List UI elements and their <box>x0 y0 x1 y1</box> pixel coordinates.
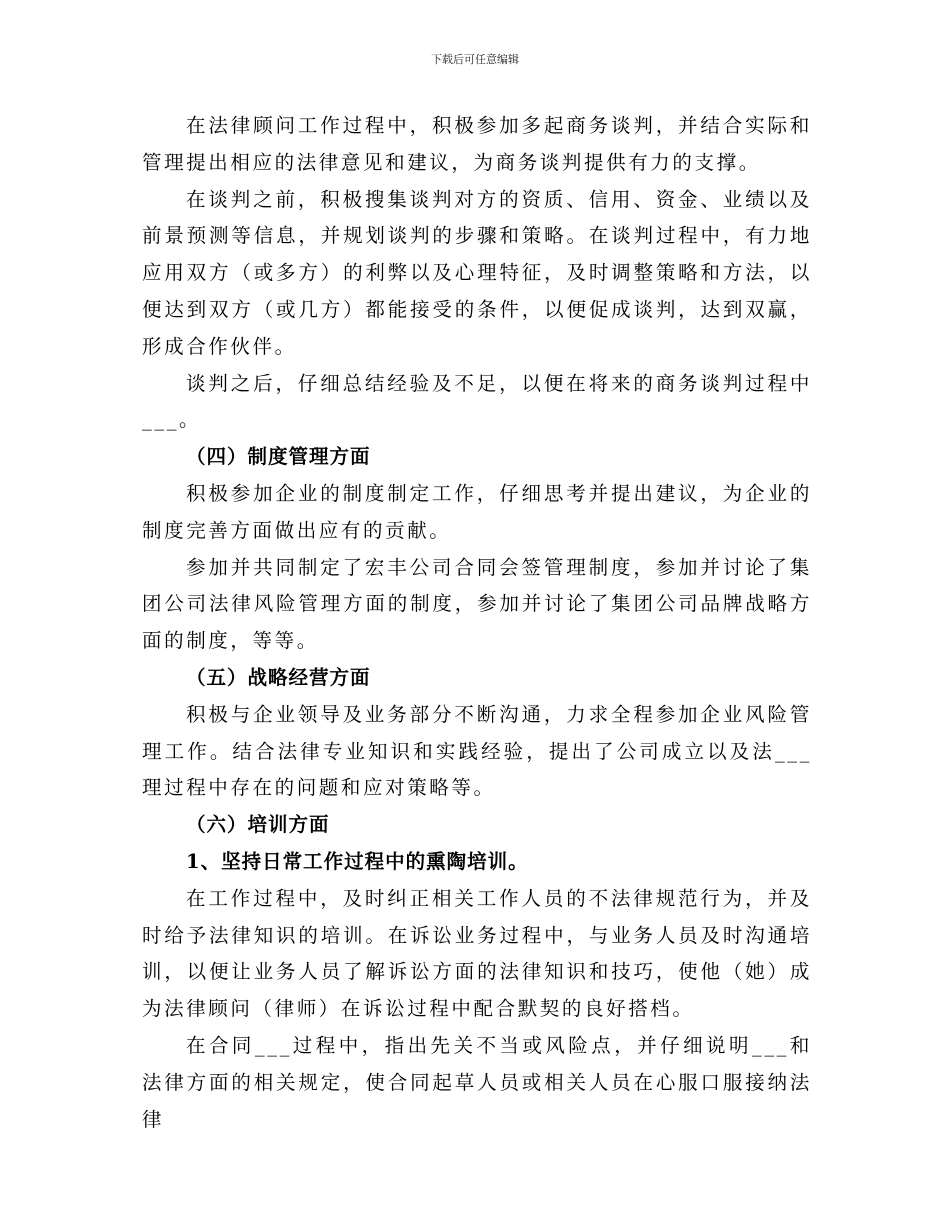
paragraph: 在谈判之前，积极搜集谈判对方的资质、信用、资金、业绩以及前景预测等信息，并规划谈判的步骤和策略。在谈判过程中，有力地应用双方（或多方）的利弊以及心理特征，及时调整策略和方法，以便达到双方（或几方）都能接受的条件，以便促成谈判，达到双赢，形成合作伙伴。 <box>142 187 812 358</box>
paragraph: 积极参加企业的制度制定工作，仔细思考并提出建议，为企业的制度完善方面做出应有的贡献。 <box>142 481 812 542</box>
document-body <box>142 108 812 1138</box>
section-heading: （五）战略经营方面 <box>186 665 371 689</box>
page-header: 下载后可任意编辑 <box>431 53 519 66</box>
paragraph: 积极与企业领导及业务部分不断沟通，力求全程参加企业风险管理工作。结合法律专业知识和实践经验，提出了公司成立以及法___理过程中存在的问题和应对策略等。 <box>142 702 812 800</box>
paragraph: 在合同___过程中，指出先关不当或风险点，并仔细说明___和法律方面的相关规定，使合同起草人员或相关人员在心服口服接纳法律 <box>142 1033 812 1131</box>
paragraph: 在工作过程中，及时纠正相关工作人员的不法律规范行为，并及时给予法律知识的培训。在诉讼业务过程中，与业务人员及时沟通培训，以便让业务人员了解诉讼方面的法律知识和技巧，使他（她）成为法律顾问（律师）在诉讼过程中配合默契的良好搭档。 <box>142 886 812 1021</box>
paragraph: 参加并共同制定了宏丰公司合同会签管理制度，参加并讨论了集团公司法律风险管理方面的制度，参加并讨论了集团公司品牌战略方面的制度，等等。 <box>142 555 812 653</box>
paragraph: 谈判之后，仔细总结经验及不足，以便在将来的商务谈判过程中___。 <box>142 371 812 432</box>
section-heading: （六）培训方面 <box>186 813 330 837</box>
section-heading: （四）制度管理方面 <box>186 445 371 469</box>
subsection-heading: 1、坚持日常工作过程中的熏陶培训。 <box>186 849 529 873</box>
paragraph: 在法律顾问工作过程中，积极参加多起商务谈判，并结合实际和管理提出相应的法律意见和建议，为商务谈判提供有力的支撑。 <box>142 114 812 174</box>
